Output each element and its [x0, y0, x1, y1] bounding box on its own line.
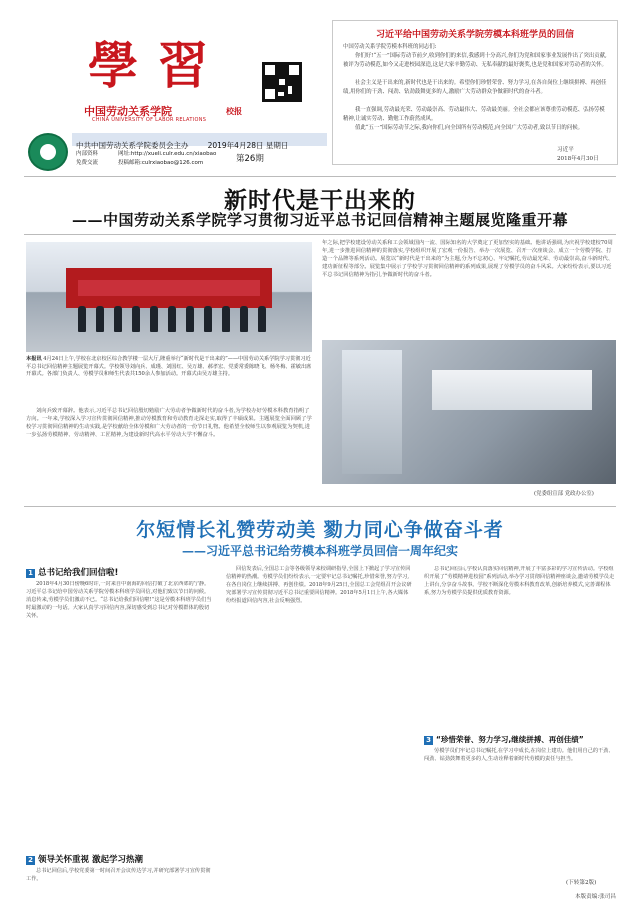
- section-title: 领导关怀重视 激起学习热潮: [38, 855, 143, 865]
- school-name: 中国劳动关系学院: [84, 105, 172, 118]
- letter-signature: 习近平: [557, 147, 574, 153]
- exhibition-photo: [322, 340, 616, 484]
- section-text: 总书记回信后,学校党委第一时间召开会议传达学习,并研究部署学习宣传贯彻工作。: [26, 868, 211, 882]
- internal-material: 内部资料: [76, 151, 99, 157]
- lead-subheadline: ——中国劳动关系学院学习贯彻习近平总书记回信精神主题展览隆重开幕: [71, 211, 568, 229]
- free-exchange: 免费交流: [76, 160, 99, 166]
- second-subheadline: ——习近平总书记给劳模本科班学员回信一周年纪实: [181, 544, 458, 558]
- date-text: 2019年4月28日 星期日: [207, 141, 289, 150]
- section-text: 劳模学员们牢记总书记嘱托,在学习中成长,在岗位上建功。他们用自己的干劲、闯劲、钻劲鼓舞着更多的人,生动诠释着新时代劳模的责任与担当。: [424, 748, 614, 762]
- lead-body-left: 刘向兵致开幕辞。他表示,习近平总书记回信殷切勉励广大劳动者争做新时代的奋斗者,为学校办好劳模本科教育指明了方向。一年来,学校深入学习宣传贯彻回信精神,推动劳模教育和劳动教育走深走实,取得了丰硕成果。主题展览全面回顾了学校学习贯彻回信精神的生动实践,是学校献给全体劳模和广大劳动者的一份节日礼物。他希望全校师生以参观展览为契机,进一步弘扬劳模精神、劳动精神、工匠精神,为建设新时代高水平劳动大学不懈奋斗。: [26, 408, 312, 438]
- school-name-en: CHINA UNIVERSITY OF LABOR RELATIONS: [92, 117, 207, 123]
- section-title: 总书记给我们回信啦!: [38, 568, 119, 578]
- third-column-text: 总书记回信后,学校认真落实回信精神,开展了丰富多彩的学习宣传活动。学校组织开展了“劳模精神进校园”系列活动,举办学习贯彻回信精神座谈会,邀请劳模学员走上讲台,分享奋斗故事。学校不断深化劳模本科教育改革,创新培养模式,完善课程体系,努力为劳模学员提供优质教育资源。: [424, 566, 615, 596]
- letter-paragraph: 值此“五一”国际劳动节之际,我向你们,向全国所有劳动模范,向全国广大劳动者,致以节日的问候。: [355, 125, 583, 131]
- photo-banner: [66, 268, 272, 308]
- caption-text: 4月24日上午,学校在北京校区综合教学楼一层大厅,隆重举行“新时代是干出来的”——中国劳动关系学院学习贯彻习近平总书记回信精神主题展览开幕式。学校领导刘向兵、成瑾、刘国红、吴万雄、郝孝宏、党委常委陈晓飞、杨冬梅、霍敏出席开幕式。各部门负责人、劳模学员和师生代表共150余人参加活动。开幕式由吴万雄主持。: [26, 356, 312, 378]
- section-number: 1: [26, 569, 35, 578]
- section-number: 3: [424, 736, 433, 745]
- email-text: 投稿邮箱:culrxiaobao@126.com: [118, 160, 204, 166]
- school-logo-center: [40, 144, 56, 160]
- masthead-title: 學習: [88, 36, 228, 95]
- sponsor-text: 中共中国劳动关系学院委员会主办: [76, 141, 189, 150]
- lead-headline: 新时代是干出来的: [224, 187, 416, 214]
- issue-number: 第26期: [236, 154, 264, 164]
- second-headline: 尔短情长礼赞劳动美 勠力同心争做奋斗者: [136, 519, 504, 541]
- page-editor: 本版责编:张司昌: [574, 894, 616, 900]
- continued-note: (下转第2版): [566, 880, 597, 886]
- section-number: 2: [26, 856, 35, 865]
- second-column-text: 回信发表后,全国总工会等各级领导来校调研指导,全国上下掀起了学习宣传回信精神的热潮。劳模学员们纷纷表示,一定要牢记总书记嘱托,珍惜荣誉,努力学习,在各自岗位上继续拼搏、再创佳绩。2018年9月25日,全国总工会党组召开会议研究部署学习宣传贯彻习近平总书记重要回信精神。2018年5月1日上午,各大媒体纷纷报道回信内容,社会反响强烈。: [226, 566, 412, 604]
- section-3: [424, 566, 616, 764]
- letter-greeting: 中国劳动关系学院劳模本科班的同志们:: [343, 44, 437, 50]
- photo-caption: [26, 356, 314, 379]
- letter-title: 习近平给中国劳动关系学院劳模本科班学员的回信: [375, 30, 574, 40]
- letter-box: [332, 20, 618, 165]
- divider: [24, 506, 616, 507]
- letter-paragraph: 社会主义是干出来的,新时代也是干出来的。希望你们珍惜荣誉、努力学习,在各自岗位上继续拼搏、再创佳绩,用你们的干劲、闯劲、钻劲鼓舞更多的人,激励广大劳动群众争做新时代的奋斗者。: [343, 80, 607, 95]
- divider: [24, 234, 616, 235]
- letter-paragraph: 我一直强调,劳动最光荣、劳动最崇高、劳动最伟大、劳动最美丽。全社会都应该尊重劳动模范、弘扬劳模精神,让诚实劳动、勤勉工作蔚然成风。: [343, 107, 605, 122]
- lead-body-right: 年之际,把学校建设劳动关系和工会领域国内一流、国际知名的大学奠定了更加坚实的基础。他讲话强调,为庆祝学校建校70周年,进一步推进回信精神的贯彻落实,学校组织开展了宏观一份报告、举办一次展览、召开一次座谈会、成立一个劳模学院、打造一个品牌等系列活动。展览以“新时代是干出来的”为主题,分为不忘初心、牢记嘱托,劳动最光荣、劳动最崇高,奋斗新时代、建功新征程等部分。展览集中展示了学校学习贯彻回信精神的系列成果,展现了劳模学员的奋斗风采。大家纷纷表示,要以习近平总书记回信精神为指引,争做新时代的奋斗者。: [322, 240, 614, 278]
- divider: [24, 176, 616, 177]
- section-text: 2018年4月30日傍晚6时许,一封来自中南海的回信打破了北京西郊的宁静。习近平总书记给中国劳动关系学院劳模本科班学员回信,对他们致以节日的问候。消息传来,劳模学员们激动不已。“总书记给我们回信啦!”这是劳模本科班学员们当时最激动的一句话。大家认真学习回信内容,深切感受到总书记对劳模群体的殷切关怀。: [26, 581, 212, 619]
- masthead-band: [72, 133, 327, 150]
- ceremony-photo: [26, 242, 312, 352]
- section-1: [26, 566, 212, 884]
- section-title: “珍惜荣誉、努力学习,继续拼搏、再创佳绩”: [436, 735, 584, 744]
- letter-date: 2018年4月30日: [557, 156, 599, 162]
- qr-code-icon: [262, 62, 302, 102]
- paper-type: 校报: [226, 107, 242, 116]
- letter-paragraph: 你们好!“五一”国际劳动节前夕,收到你们的来信,我感到十分高兴,你们为党和国家事业发展作出了突出贡献,被评为劳动模范,如今又走进校园深造,这是大家辛勤劳动、无私奉献的最好褒奖,也是党和国家对劳动者的关怀。: [343, 53, 607, 68]
- lead-credit: (党委组宣部 党政办公室): [534, 491, 594, 497]
- website-text: 网址:http://xueli.culr.edu.cn/xiaobao: [118, 151, 217, 157]
- caption-label: 本报讯: [26, 356, 42, 362]
